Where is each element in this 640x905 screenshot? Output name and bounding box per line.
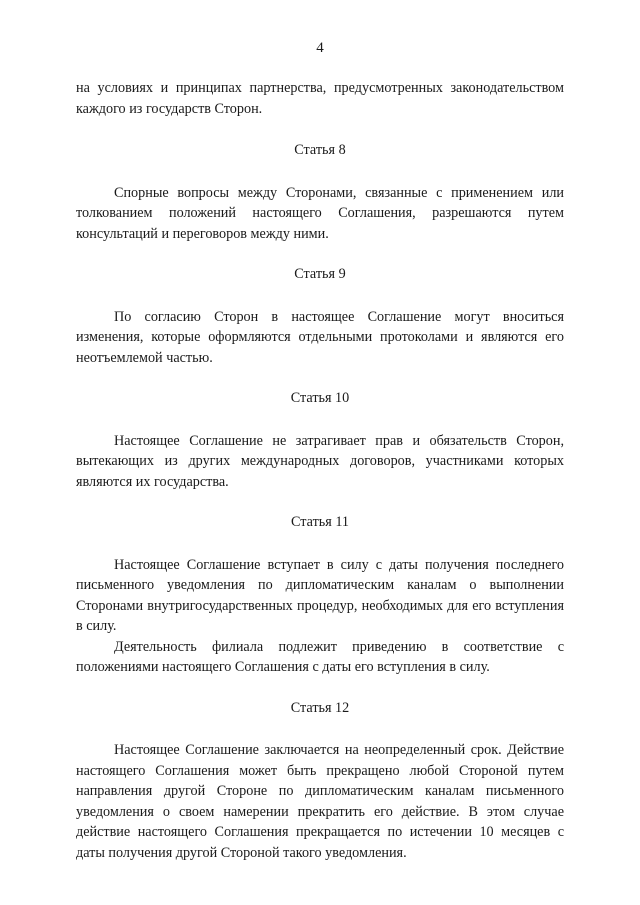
article-title: Статья 12 [290, 699, 350, 716]
article-paragraph: Деятельность филиала подлежит приведению в соответствие с положениями настоящего Соглашения с даты его вступления в силу. [76, 638, 564, 675]
article-9 [76, 264, 564, 368]
article-11 [76, 512, 564, 678]
article-8 [76, 140, 564, 244]
page-number: 4 [316, 40, 324, 56]
article-paragraph: По согласию Сторон в настоящее Соглашение могут вноситься изменения, которые оформляются отдельными протоколами и являются его неотъемлемой частью. [76, 308, 564, 366]
article-10 [76, 388, 564, 492]
article-paragraph: Настоящее Соглашение вступает в силу с даты получения последнего письменного уведомления по дипломатическим каналам о выполнении Сторонами внутригосударственных процедур, необходимых для его вступления в силу. [76, 556, 564, 634]
intro-paragraph: на условиях и принципах партнерства, предусмотренных законодательством каждого из государств Сторон. [76, 80, 564, 117]
article-title: Статья 8 [294, 142, 346, 158]
article-paragraph: Спорные вопросы между Сторонами, связанные с применением или толкованием положений настоящего Соглашения, разрешаются путем консультаций и переговоров между ними. [76, 184, 564, 242]
article-title: Статья 11 [291, 514, 349, 530]
article-paragraph: Настоящее Соглашение заключается на неопределенный срок. Действие настоящего Соглашения может быть прекращено любой Стороной путем направления другой Стороне по дипломатическим каналам письменного уведомления о своем намерении прекратить его действие. В этом случае действие настоящего Соглашения прекращается по истечении 10 месяцев с даты получения другой Стороной такого уведомления. [76, 742, 564, 861]
document-body [76, 78, 564, 863]
article-12 [76, 698, 564, 864]
article-title: Статья 9 [294, 266, 346, 282]
article-paragraph: Настоящее Соглашение не затрагивает прав и обязательств Сторон, вытекающих из других международных договоров, участниками которых являются их государства. [76, 432, 564, 490]
article-title: Статья 10 [290, 390, 350, 406]
